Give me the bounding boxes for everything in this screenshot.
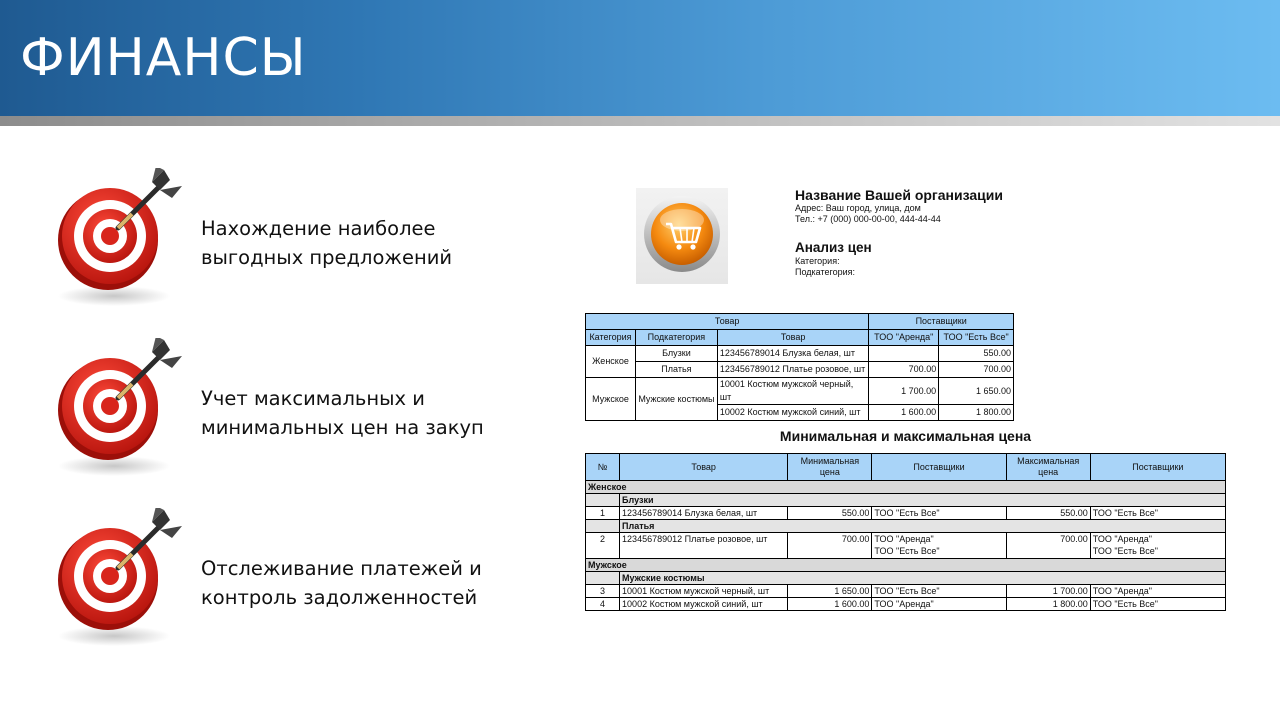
cell-max-price: 1 800.00 bbox=[1006, 598, 1090, 611]
feature-min-max-prices bbox=[52, 338, 522, 478]
target-dart-icon bbox=[52, 508, 192, 648]
subcategory-label: Подкатегория: bbox=[795, 267, 855, 277]
cell-max-supplier: ТОО "Есть Все" bbox=[1090, 598, 1225, 611]
header-divider bbox=[0, 116, 1280, 126]
feature-best-offers bbox=[52, 168, 522, 308]
cell-price: 1 700.00 bbox=[869, 378, 939, 405]
cell-subcategory: Платья bbox=[635, 362, 717, 378]
column-header: Подкатегория bbox=[635, 330, 717, 346]
cell-max-supplier: ТОО "Есть Все" bbox=[1090, 507, 1225, 520]
cell-product: 10001 Костюм мужской черный, шт bbox=[620, 585, 788, 598]
feature-text bbox=[201, 554, 482, 612]
cell-min-price: 700.00 bbox=[788, 533, 872, 559]
subgroup-row bbox=[586, 520, 1226, 533]
table-row bbox=[586, 362, 1014, 378]
org-phone: Тел.: +7 (000) 000-00-00, 444-44-44 bbox=[795, 214, 941, 224]
report-title: Анализ цен bbox=[795, 240, 872, 255]
subgroup-row bbox=[586, 572, 1226, 585]
cell-price: 700.00 bbox=[869, 362, 939, 378]
feature-text bbox=[201, 214, 452, 272]
cell-price: 1 650.00 bbox=[939, 378, 1014, 405]
cell-price: 1 600.00 bbox=[869, 405, 939, 421]
supplier-name: ТОО "Есть Все" bbox=[1092, 546, 1158, 556]
group-header-product: Товар bbox=[586, 314, 869, 330]
cell-max-supplier bbox=[1090, 533, 1225, 559]
feature-line: минимальных цен на закуп bbox=[201, 416, 484, 439]
cell-max-price: 550.00 bbox=[1006, 507, 1090, 520]
supplier-name: ТОО "Есть Все" bbox=[874, 546, 940, 556]
table-row bbox=[586, 378, 1014, 405]
feature-payments-tracking bbox=[52, 508, 522, 648]
cell-min-supplier: ТОО "Есть Все" bbox=[872, 585, 1006, 598]
supplier-name: ТОО "Аренда" bbox=[1092, 534, 1152, 544]
cell-product: 123456789014 Блузка белая, шт bbox=[717, 346, 869, 362]
column-header: Поставщики bbox=[872, 454, 1006, 481]
cell-min-supplier: ТОО "Есть Все" bbox=[872, 507, 1006, 520]
min-max-table-title: Минимальная и максимальная цена bbox=[779, 428, 1032, 444]
category-label: Категория: bbox=[795, 256, 840, 266]
feature-line: Отслеживание платежей и bbox=[201, 557, 482, 580]
subgroup-label: Блузки bbox=[620, 494, 1226, 507]
table-header-row bbox=[586, 454, 1226, 481]
group-header-suppliers: Поставщики bbox=[869, 314, 1014, 330]
feature-line: Нахождение наиболее bbox=[201, 217, 436, 240]
column-header: ТОО "Есть Все" bbox=[939, 330, 1014, 346]
cell-min-price: 1 600.00 bbox=[788, 598, 872, 611]
feature-line: выгодных предложений bbox=[201, 246, 453, 269]
cell-subcategory: Мужские костюмы bbox=[635, 378, 717, 421]
price-analysis-table bbox=[585, 313, 1014, 421]
table-header-row bbox=[586, 330, 1014, 346]
column-header: ТОО "Аренда" bbox=[869, 330, 939, 346]
column-header: № bbox=[586, 454, 620, 481]
feature-text bbox=[201, 384, 484, 442]
feature-line: Учет максимальных и bbox=[201, 387, 425, 410]
table-header-row bbox=[586, 314, 1014, 330]
table-row bbox=[586, 507, 1226, 520]
cell-min-supplier: ТОО "Аренда" bbox=[872, 598, 1006, 611]
cell-number: 4 bbox=[586, 598, 620, 611]
cell-category: Мужское bbox=[586, 378, 636, 421]
table-row bbox=[586, 585, 1226, 598]
cell-price: 550.00 bbox=[939, 346, 1014, 362]
table-row bbox=[586, 533, 1226, 559]
group-label: Мужское bbox=[586, 559, 1226, 572]
column-header: Максимальная цена bbox=[1006, 454, 1090, 481]
supplier-name: ТОО "Аренда" bbox=[874, 534, 934, 544]
cell-number: 3 bbox=[586, 585, 620, 598]
cell-min-price: 1 650.00 bbox=[788, 585, 872, 598]
cell-product: 123456789012 Платье розовое, шт bbox=[717, 362, 869, 378]
organization-block bbox=[795, 187, 1003, 225]
report-header bbox=[795, 240, 872, 278]
group-label: Женское bbox=[586, 481, 1226, 494]
group-row bbox=[586, 559, 1226, 572]
slide-header bbox=[0, 0, 1280, 116]
cell-product: 10001 Костюм мужской черный, шт bbox=[717, 378, 869, 405]
cell-price: 700.00 bbox=[939, 362, 1014, 378]
subgroup-label: Мужские костюмы bbox=[620, 572, 1226, 585]
cell-product: 10002 Костюм мужской синий, шт bbox=[620, 598, 788, 611]
target-dart-icon bbox=[52, 168, 192, 308]
cell-max-price: 700.00 bbox=[1006, 533, 1090, 559]
shopping-cart-icon bbox=[636, 188, 728, 284]
org-address: Адрес: Ваш город, улица, дом bbox=[795, 203, 921, 213]
group-row bbox=[586, 481, 1226, 494]
cell-category: Женское bbox=[586, 346, 636, 378]
subgroup-row bbox=[586, 494, 1226, 507]
cell-product: 10002 Костюм мужской синий, шт bbox=[717, 405, 869, 421]
table-row bbox=[586, 346, 1014, 362]
column-header: Категория bbox=[586, 330, 636, 346]
column-header: Минимальная цена bbox=[788, 454, 872, 481]
feature-line: контроль задолженностей bbox=[201, 586, 478, 609]
cell-number: 1 bbox=[586, 507, 620, 520]
slide-title: ФИНАНСЫ bbox=[20, 28, 307, 88]
cell-product: 123456789014 Блузка белая, шт bbox=[620, 507, 788, 520]
subgroup-label: Платья bbox=[620, 520, 1226, 533]
org-name: Название Вашей организации bbox=[795, 187, 1003, 203]
cell-min-price: 550.00 bbox=[788, 507, 872, 520]
column-header: Товар bbox=[717, 330, 869, 346]
cell-product: 123456789012 Платье розовое, шт bbox=[620, 533, 788, 559]
cell-number: 2 bbox=[586, 533, 620, 559]
cell-min-supplier bbox=[872, 533, 1006, 559]
cell-price: 1 800.00 bbox=[939, 405, 1014, 421]
column-header: Поставщики bbox=[1090, 454, 1225, 481]
min-max-price-table bbox=[585, 453, 1226, 611]
cell-max-price: 1 700.00 bbox=[1006, 585, 1090, 598]
cell-subcategory: Блузки bbox=[635, 346, 717, 362]
cell-max-supplier: ТОО "Аренда" bbox=[1090, 585, 1225, 598]
table-row bbox=[586, 598, 1226, 611]
column-header: Товар bbox=[620, 454, 788, 481]
cell-price bbox=[869, 346, 939, 362]
report-logo bbox=[636, 188, 728, 284]
target-dart-icon bbox=[52, 338, 192, 478]
